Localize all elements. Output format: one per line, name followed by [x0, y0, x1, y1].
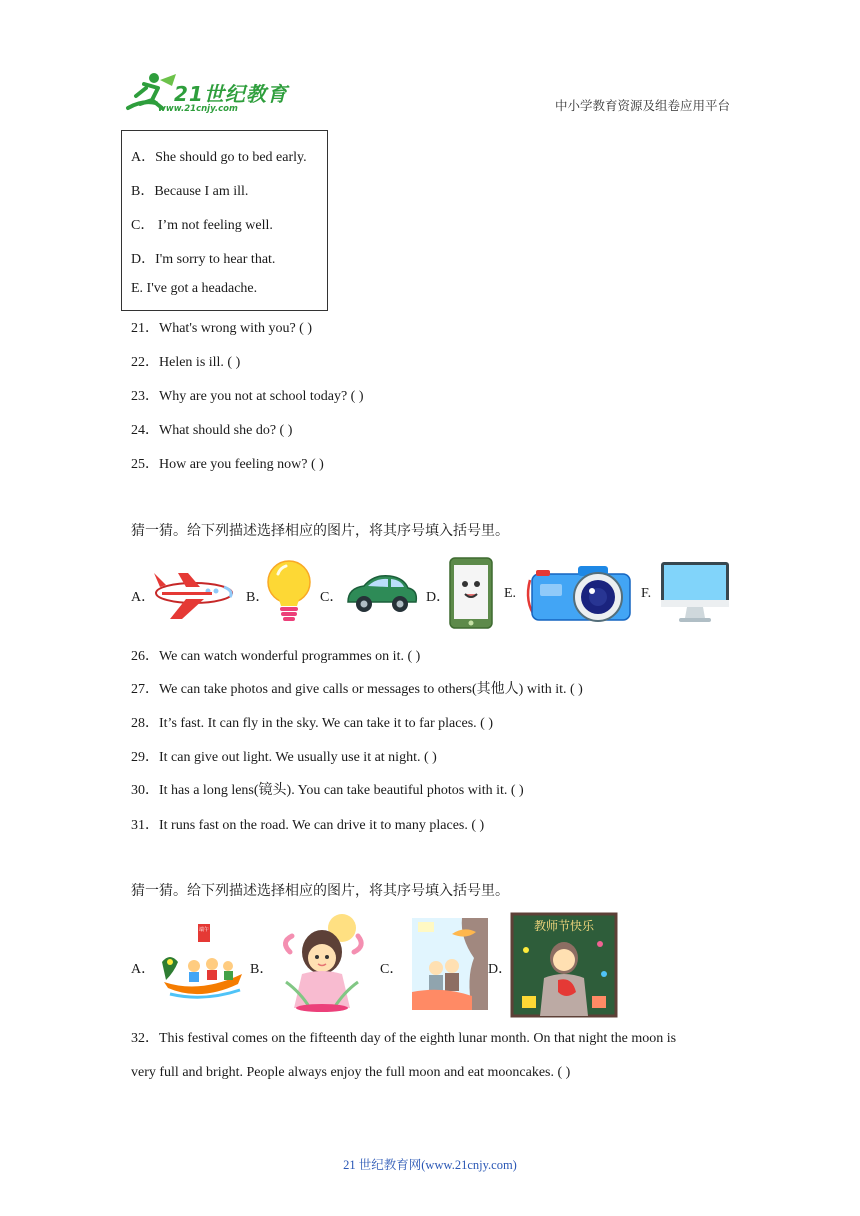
question-24: 24．What should she do? ( )	[131, 423, 293, 438]
option-d: D．I'm sorry to hear that.	[131, 252, 276, 267]
question-25: 25．How are you feeling now? ( )	[131, 457, 324, 472]
logo-cn-text: 21世纪教育	[174, 82, 288, 106]
question-28: 28．It’s fast. It can fly in the sky. We can take it to far places. ( )	[131, 716, 493, 731]
site-logo	[122, 70, 292, 116]
computer-monitor-icon	[659, 560, 731, 624]
question-22: 22．Helen is ill. ( )	[131, 355, 241, 370]
picture-label-f: F.	[641, 586, 652, 601]
question-32-line1: 32．This festival comes on the fifteenth day of the eighth lunar month. On that night the moon is	[131, 1031, 677, 1046]
question-21: 21．What's wrong with you? ( )	[131, 321, 312, 336]
teachers-day-icon	[512, 914, 616, 1016]
camera-icon	[522, 562, 634, 624]
mid-autumn-girl-icon	[280, 912, 366, 1012]
question-26: 26．We can watch wonderful programmes on it. ( )	[131, 649, 421, 664]
question-32-line2: very full and bright. People always enjoy the full moon and eat mooncakes. ( )	[131, 1065, 571, 1080]
options-box	[121, 130, 328, 311]
option-b: B．Because I am ill.	[131, 184, 249, 199]
question-29: 29．It can give out light. We usually use it at night. ( )	[131, 750, 437, 765]
teachers-day-banner: 教师节快乐	[533, 919, 595, 933]
header-tagline: 中小学教育资源及组卷应用平台	[554, 99, 730, 113]
section2-instruction: 猜一猜。给下列描述选择相应的图片，将其序号填入括号里。	[131, 524, 509, 539]
festival-label-d: D．	[488, 962, 513, 977]
mobile-phone-icon	[448, 556, 494, 630]
option-e: E. I've got a headache.	[131, 281, 258, 296]
picture-label-e: E.	[504, 586, 517, 601]
double-ninth-elders-icon	[412, 918, 488, 1010]
festival-label-b: B．	[250, 962, 274, 977]
picture-label-c: C．	[320, 590, 344, 605]
question-27: 27．We can take photos and give calls or messages to others(其他人) with it. ( )	[131, 682, 583, 697]
footer: 21 世纪教育网(www.21cnjy.com)	[343, 1158, 517, 1172]
airplane-icon	[150, 563, 240, 623]
picture-label-a: A．	[131, 590, 156, 605]
festival-label-a: A．	[131, 962, 156, 977]
dragon-boat-icon	[160, 922, 246, 1002]
dragon-boat-tag: 端午	[198, 927, 210, 933]
light-bulb-icon	[264, 558, 314, 624]
festival-label-c: C．	[380, 962, 404, 977]
picture-label-b: B．	[246, 590, 270, 605]
section3-instruction: 猜一猜。给下列描述选择相应的图片，将其序号填入括号里。	[131, 884, 509, 899]
car-icon	[344, 570, 420, 616]
option-c: C． I’m not feeling well.	[131, 218, 273, 233]
question-23: 23．Why are you not at school today? ( )	[131, 389, 364, 404]
question-30: 30．It has a long lens(镜头). You can take beautiful photos with it. ( )	[131, 783, 524, 798]
logo-url-text: www.21cnjy.com	[158, 104, 238, 114]
option-a: A．She should go to bed early.	[131, 150, 307, 165]
picture-label-d: D．	[426, 590, 451, 605]
question-31: 31．It runs fast on the road. We can drive it to many places. ( )	[131, 818, 485, 833]
